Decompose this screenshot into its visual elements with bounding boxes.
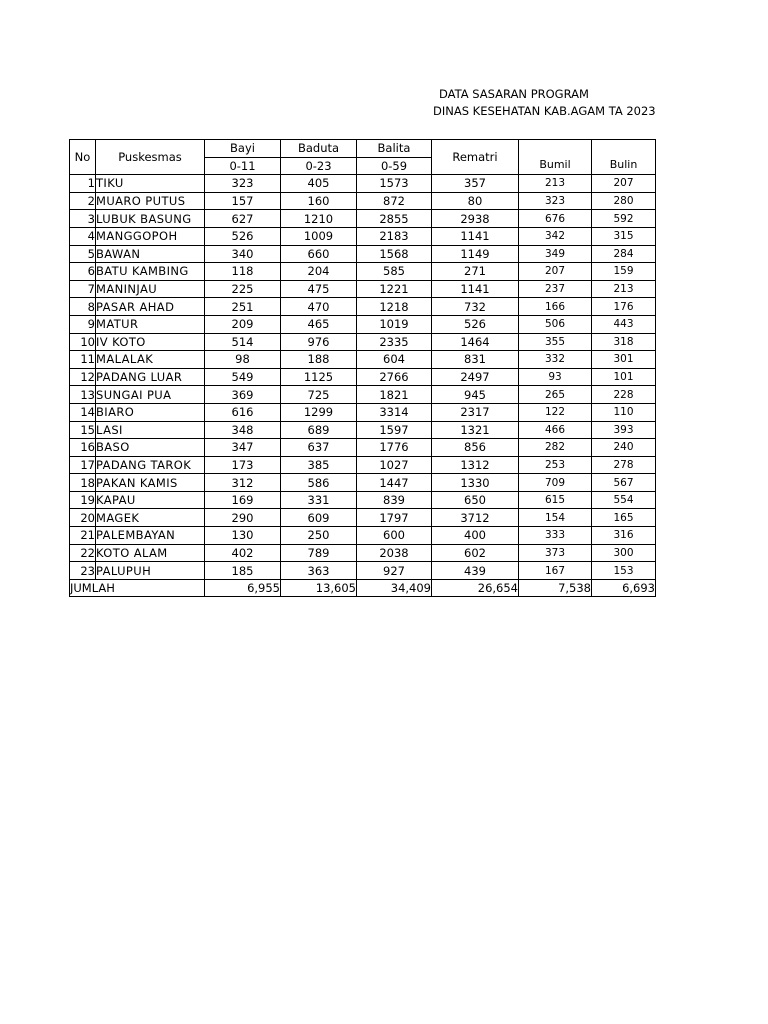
header-baduta: Baduta xyxy=(281,140,357,158)
cell-balita: 1776 xyxy=(357,439,432,457)
cell-no: 2 xyxy=(70,192,96,210)
cell-baduta: 1009 xyxy=(281,227,357,245)
cell-baduta: 637 xyxy=(281,439,357,457)
cell-bulin: 443 xyxy=(592,315,656,333)
cell-bumil: 167 xyxy=(519,562,592,580)
cell-balita: 1218 xyxy=(357,298,432,316)
cell-bayi: 348 xyxy=(205,421,281,439)
cell-rematri: 400 xyxy=(432,527,519,545)
cell-puskesmas: SUNGAI PUA xyxy=(96,386,205,404)
cell-bumil: 615 xyxy=(519,491,592,509)
cell-bumil: 265 xyxy=(519,386,592,404)
cell-balita: 1597 xyxy=(357,421,432,439)
cell-puskesmas: IV KOTO xyxy=(96,333,205,351)
title-line-2: DINAS KESEHATAN KAB.AGAM TA 2023 xyxy=(433,104,656,118)
cell-baduta: 609 xyxy=(281,509,357,527)
table-row xyxy=(70,403,656,421)
cell-puskesmas: PADANG TAROK xyxy=(96,456,205,474)
cell-no: 3 xyxy=(70,210,96,228)
cell-no: 21 xyxy=(70,527,96,545)
cell-puskesmas: MALALAK xyxy=(96,351,205,369)
cell-bayi: 173 xyxy=(205,456,281,474)
header-bulin: Bulin xyxy=(592,140,656,175)
cell-baduta: 204 xyxy=(281,263,357,281)
table-row xyxy=(70,421,656,439)
cell-bumil: 506 xyxy=(519,315,592,333)
header-bayi-range: 0-11 xyxy=(205,157,281,175)
cell-bulin: 228 xyxy=(592,386,656,404)
cell-bulin: 393 xyxy=(592,421,656,439)
cell-rematri: 856 xyxy=(432,439,519,457)
cell-bulin: 176 xyxy=(592,298,656,316)
cell-baduta: 976 xyxy=(281,333,357,351)
cell-bulin: 101 xyxy=(592,368,656,386)
cell-rematri: 2317 xyxy=(432,403,519,421)
cell-rematri: 2497 xyxy=(432,368,519,386)
cell-baduta: 250 xyxy=(281,527,357,545)
cell-bulin: 207 xyxy=(592,175,656,193)
cell-rematri: 1312 xyxy=(432,456,519,474)
header-balita: Balita xyxy=(357,140,432,158)
cell-rematri: 1321 xyxy=(432,421,519,439)
cell-bulin: 110 xyxy=(592,403,656,421)
cell-balita: 2766 xyxy=(357,368,432,386)
total-bayi: 6,955 xyxy=(205,579,281,597)
cell-bayi: 290 xyxy=(205,509,281,527)
cell-balita: 600 xyxy=(357,527,432,545)
cell-puskesmas: PASAR AHAD xyxy=(96,298,205,316)
cell-bulin: 554 xyxy=(592,491,656,509)
total-rematri: 26,654 xyxy=(432,579,519,597)
total-bulin: 6,693 xyxy=(592,579,656,597)
cell-balita: 1447 xyxy=(357,474,432,492)
cell-bayi: 347 xyxy=(205,439,281,457)
cell-puskesmas: PADANG LUAR xyxy=(96,368,205,386)
cell-baduta: 725 xyxy=(281,386,357,404)
cell-rematri: 2938 xyxy=(432,210,519,228)
total-balita: 34,409 xyxy=(357,579,432,597)
cell-bumil: 122 xyxy=(519,403,592,421)
cell-bumil: 709 xyxy=(519,474,592,492)
header-puskesmas: Puskesmas xyxy=(96,140,205,175)
cell-bumil: 237 xyxy=(519,280,592,298)
cell-puskesmas: PALUPUH xyxy=(96,562,205,580)
cell-bumil: 342 xyxy=(519,227,592,245)
cell-baduta: 689 xyxy=(281,421,357,439)
cell-balita: 1573 xyxy=(357,175,432,193)
cell-baduta: 789 xyxy=(281,544,357,562)
cell-baduta: 385 xyxy=(281,456,357,474)
cell-baduta: 160 xyxy=(281,192,357,210)
header-bayi: Bayi xyxy=(205,140,281,158)
cell-no: 13 xyxy=(70,386,96,404)
table-row xyxy=(70,333,656,351)
cell-bumil: 93 xyxy=(519,368,592,386)
cell-puskesmas: LASI xyxy=(96,421,205,439)
cell-no: 14 xyxy=(70,403,96,421)
total-row xyxy=(70,579,656,597)
cell-rematri: 1149 xyxy=(432,245,519,263)
table-row xyxy=(70,245,656,263)
cell-puskesmas: PALEMBAYAN xyxy=(96,527,205,545)
header-baduta-range: 0-23 xyxy=(281,157,357,175)
cell-no: 23 xyxy=(70,562,96,580)
cell-bayi: 402 xyxy=(205,544,281,562)
cell-bulin: 240 xyxy=(592,439,656,457)
cell-bulin: 213 xyxy=(592,280,656,298)
table-row xyxy=(70,474,656,492)
cell-puskesmas: KOTO ALAM xyxy=(96,544,205,562)
cell-bumil: 213 xyxy=(519,175,592,193)
cell-bulin: 153 xyxy=(592,562,656,580)
table-row xyxy=(70,175,656,193)
cell-balita: 1821 xyxy=(357,386,432,404)
cell-baduta: 1210 xyxy=(281,210,357,228)
cell-bulin: 318 xyxy=(592,333,656,351)
cell-puskesmas: KAPAU xyxy=(96,491,205,509)
cell-rematri: 1141 xyxy=(432,227,519,245)
total-label: JUMLAH xyxy=(70,579,205,597)
cell-rematri: 3712 xyxy=(432,509,519,527)
cell-puskesmas: MUARO PUTUS xyxy=(96,192,205,210)
cell-bumil: 253 xyxy=(519,456,592,474)
cell-bulin: 300 xyxy=(592,544,656,562)
header-no: No xyxy=(70,140,96,175)
cell-no: 5 xyxy=(70,245,96,263)
table-body xyxy=(70,175,656,597)
cell-puskesmas: BAWAN xyxy=(96,245,205,263)
cell-balita: 3314 xyxy=(357,403,432,421)
cell-bayi: 98 xyxy=(205,351,281,369)
cell-bumil: 333 xyxy=(519,527,592,545)
cell-balita: 585 xyxy=(357,263,432,281)
cell-bulin: 284 xyxy=(592,245,656,263)
cell-rematri: 732 xyxy=(432,298,519,316)
table-row xyxy=(70,386,656,404)
cell-bulin: 592 xyxy=(592,210,656,228)
cell-no: 12 xyxy=(70,368,96,386)
table-row xyxy=(70,544,656,562)
cell-bumil: 207 xyxy=(519,263,592,281)
cell-puskesmas: BIARO xyxy=(96,403,205,421)
cell-rematri: 602 xyxy=(432,544,519,562)
cell-bayi: 514 xyxy=(205,333,281,351)
cell-bayi: 185 xyxy=(205,562,281,580)
cell-bayi: 169 xyxy=(205,491,281,509)
cell-balita: 839 xyxy=(357,491,432,509)
table-row xyxy=(70,227,656,245)
cell-rematri: 526 xyxy=(432,315,519,333)
cell-bumil: 466 xyxy=(519,421,592,439)
cell-balita: 1797 xyxy=(357,509,432,527)
cell-baduta: 586 xyxy=(281,474,357,492)
cell-baduta: 475 xyxy=(281,280,357,298)
cell-balita: 1221 xyxy=(357,280,432,298)
cell-no: 18 xyxy=(70,474,96,492)
cell-puskesmas: TIKU xyxy=(96,175,205,193)
cell-balita: 2183 xyxy=(357,227,432,245)
document-title xyxy=(420,86,768,120)
cell-bulin: 278 xyxy=(592,456,656,474)
cell-baduta: 660 xyxy=(281,245,357,263)
cell-balita: 604 xyxy=(357,351,432,369)
sasaran-table xyxy=(69,139,656,597)
cell-bumil: 282 xyxy=(519,439,592,457)
cell-no: 8 xyxy=(70,298,96,316)
header-balita-range: 0-59 xyxy=(357,157,432,175)
cell-balita: 2335 xyxy=(357,333,432,351)
cell-puskesmas: MANINJAU xyxy=(96,280,205,298)
cell-bayi: 209 xyxy=(205,315,281,333)
cell-puskesmas: BATU KAMBING xyxy=(96,263,205,281)
cell-bumil: 332 xyxy=(519,351,592,369)
cell-balita: 1027 xyxy=(357,456,432,474)
cell-no: 1 xyxy=(70,175,96,193)
cell-bayi: 549 xyxy=(205,368,281,386)
cell-baduta: 188 xyxy=(281,351,357,369)
table-row xyxy=(70,351,656,369)
cell-bayi: 369 xyxy=(205,386,281,404)
total-baduta: 13,605 xyxy=(281,579,357,597)
table-row xyxy=(70,491,656,509)
cell-balita: 2855 xyxy=(357,210,432,228)
cell-baduta: 331 xyxy=(281,491,357,509)
cell-puskesmas: LUBUK BASUNG xyxy=(96,210,205,228)
cell-bumil: 349 xyxy=(519,245,592,263)
cell-bulin: 280 xyxy=(592,192,656,210)
table-row xyxy=(70,439,656,457)
cell-no: 10 xyxy=(70,333,96,351)
cell-baduta: 363 xyxy=(281,562,357,580)
cell-bayi: 627 xyxy=(205,210,281,228)
cell-puskesmas: BASO xyxy=(96,439,205,457)
cell-bulin: 567 xyxy=(592,474,656,492)
cell-no: 16 xyxy=(70,439,96,457)
cell-bumil: 323 xyxy=(519,192,592,210)
table-row xyxy=(70,280,656,298)
header-rematri: Rematri xyxy=(432,140,519,175)
table-row xyxy=(70,210,656,228)
cell-baduta: 470 xyxy=(281,298,357,316)
cell-bayi: 526 xyxy=(205,227,281,245)
cell-no: 17 xyxy=(70,456,96,474)
table-row xyxy=(70,298,656,316)
cell-baduta: 465 xyxy=(281,315,357,333)
table-row xyxy=(70,315,656,333)
cell-rematri: 650 xyxy=(432,491,519,509)
cell-rematri: 1464 xyxy=(432,333,519,351)
table-row xyxy=(70,509,656,527)
cell-puskesmas: MATUR xyxy=(96,315,205,333)
header-bumil: Bumil xyxy=(519,140,592,175)
cell-bayi: 118 xyxy=(205,263,281,281)
cell-no: 11 xyxy=(70,351,96,369)
cell-bulin: 159 xyxy=(592,263,656,281)
cell-rematri: 831 xyxy=(432,351,519,369)
table-row xyxy=(70,368,656,386)
title-line-1: DATA SASARAN PROGRAM xyxy=(439,87,589,101)
cell-bayi: 225 xyxy=(205,280,281,298)
cell-bayi: 323 xyxy=(205,175,281,193)
cell-no: 19 xyxy=(70,491,96,509)
cell-bayi: 616 xyxy=(205,403,281,421)
total-bumil: 7,538 xyxy=(519,579,592,597)
cell-bayi: 251 xyxy=(205,298,281,316)
cell-balita: 927 xyxy=(357,562,432,580)
cell-balita: 1568 xyxy=(357,245,432,263)
cell-baduta: 1125 xyxy=(281,368,357,386)
cell-baduta: 1299 xyxy=(281,403,357,421)
cell-bayi: 130 xyxy=(205,527,281,545)
cell-rematri: 357 xyxy=(432,175,519,193)
cell-no: 7 xyxy=(70,280,96,298)
table-row xyxy=(70,263,656,281)
cell-bumil: 373 xyxy=(519,544,592,562)
cell-bumil: 166 xyxy=(519,298,592,316)
table-row xyxy=(70,456,656,474)
cell-puskesmas: PAKAN KAMIS xyxy=(96,474,205,492)
cell-no: 22 xyxy=(70,544,96,562)
cell-rematri: 1141 xyxy=(432,280,519,298)
cell-rematri: 439 xyxy=(432,562,519,580)
cell-balita: 872 xyxy=(357,192,432,210)
cell-baduta: 405 xyxy=(281,175,357,193)
cell-bayi: 312 xyxy=(205,474,281,492)
table-row xyxy=(70,192,656,210)
cell-rematri: 945 xyxy=(432,386,519,404)
cell-bayi: 340 xyxy=(205,245,281,263)
cell-balita: 2038 xyxy=(357,544,432,562)
cell-no: 9 xyxy=(70,315,96,333)
cell-rematri: 271 xyxy=(432,263,519,281)
cell-no: 15 xyxy=(70,421,96,439)
cell-puskesmas: MANGGOPOH xyxy=(96,227,205,245)
table-row xyxy=(70,527,656,545)
cell-bulin: 315 xyxy=(592,227,656,245)
cell-balita: 1019 xyxy=(357,315,432,333)
cell-no: 6 xyxy=(70,263,96,281)
header-row-1 xyxy=(70,140,656,158)
cell-bayi: 157 xyxy=(205,192,281,210)
cell-bulin: 165 xyxy=(592,509,656,527)
cell-no: 4 xyxy=(70,227,96,245)
cell-no: 20 xyxy=(70,509,96,527)
cell-bumil: 355 xyxy=(519,333,592,351)
cell-bulin: 301 xyxy=(592,351,656,369)
cell-bumil: 154 xyxy=(519,509,592,527)
table-row xyxy=(70,562,656,580)
cell-bumil: 676 xyxy=(519,210,592,228)
cell-rematri: 1330 xyxy=(432,474,519,492)
cell-rematri: 80 xyxy=(432,192,519,210)
cell-puskesmas: MAGEK xyxy=(96,509,205,527)
cell-bulin: 316 xyxy=(592,527,656,545)
